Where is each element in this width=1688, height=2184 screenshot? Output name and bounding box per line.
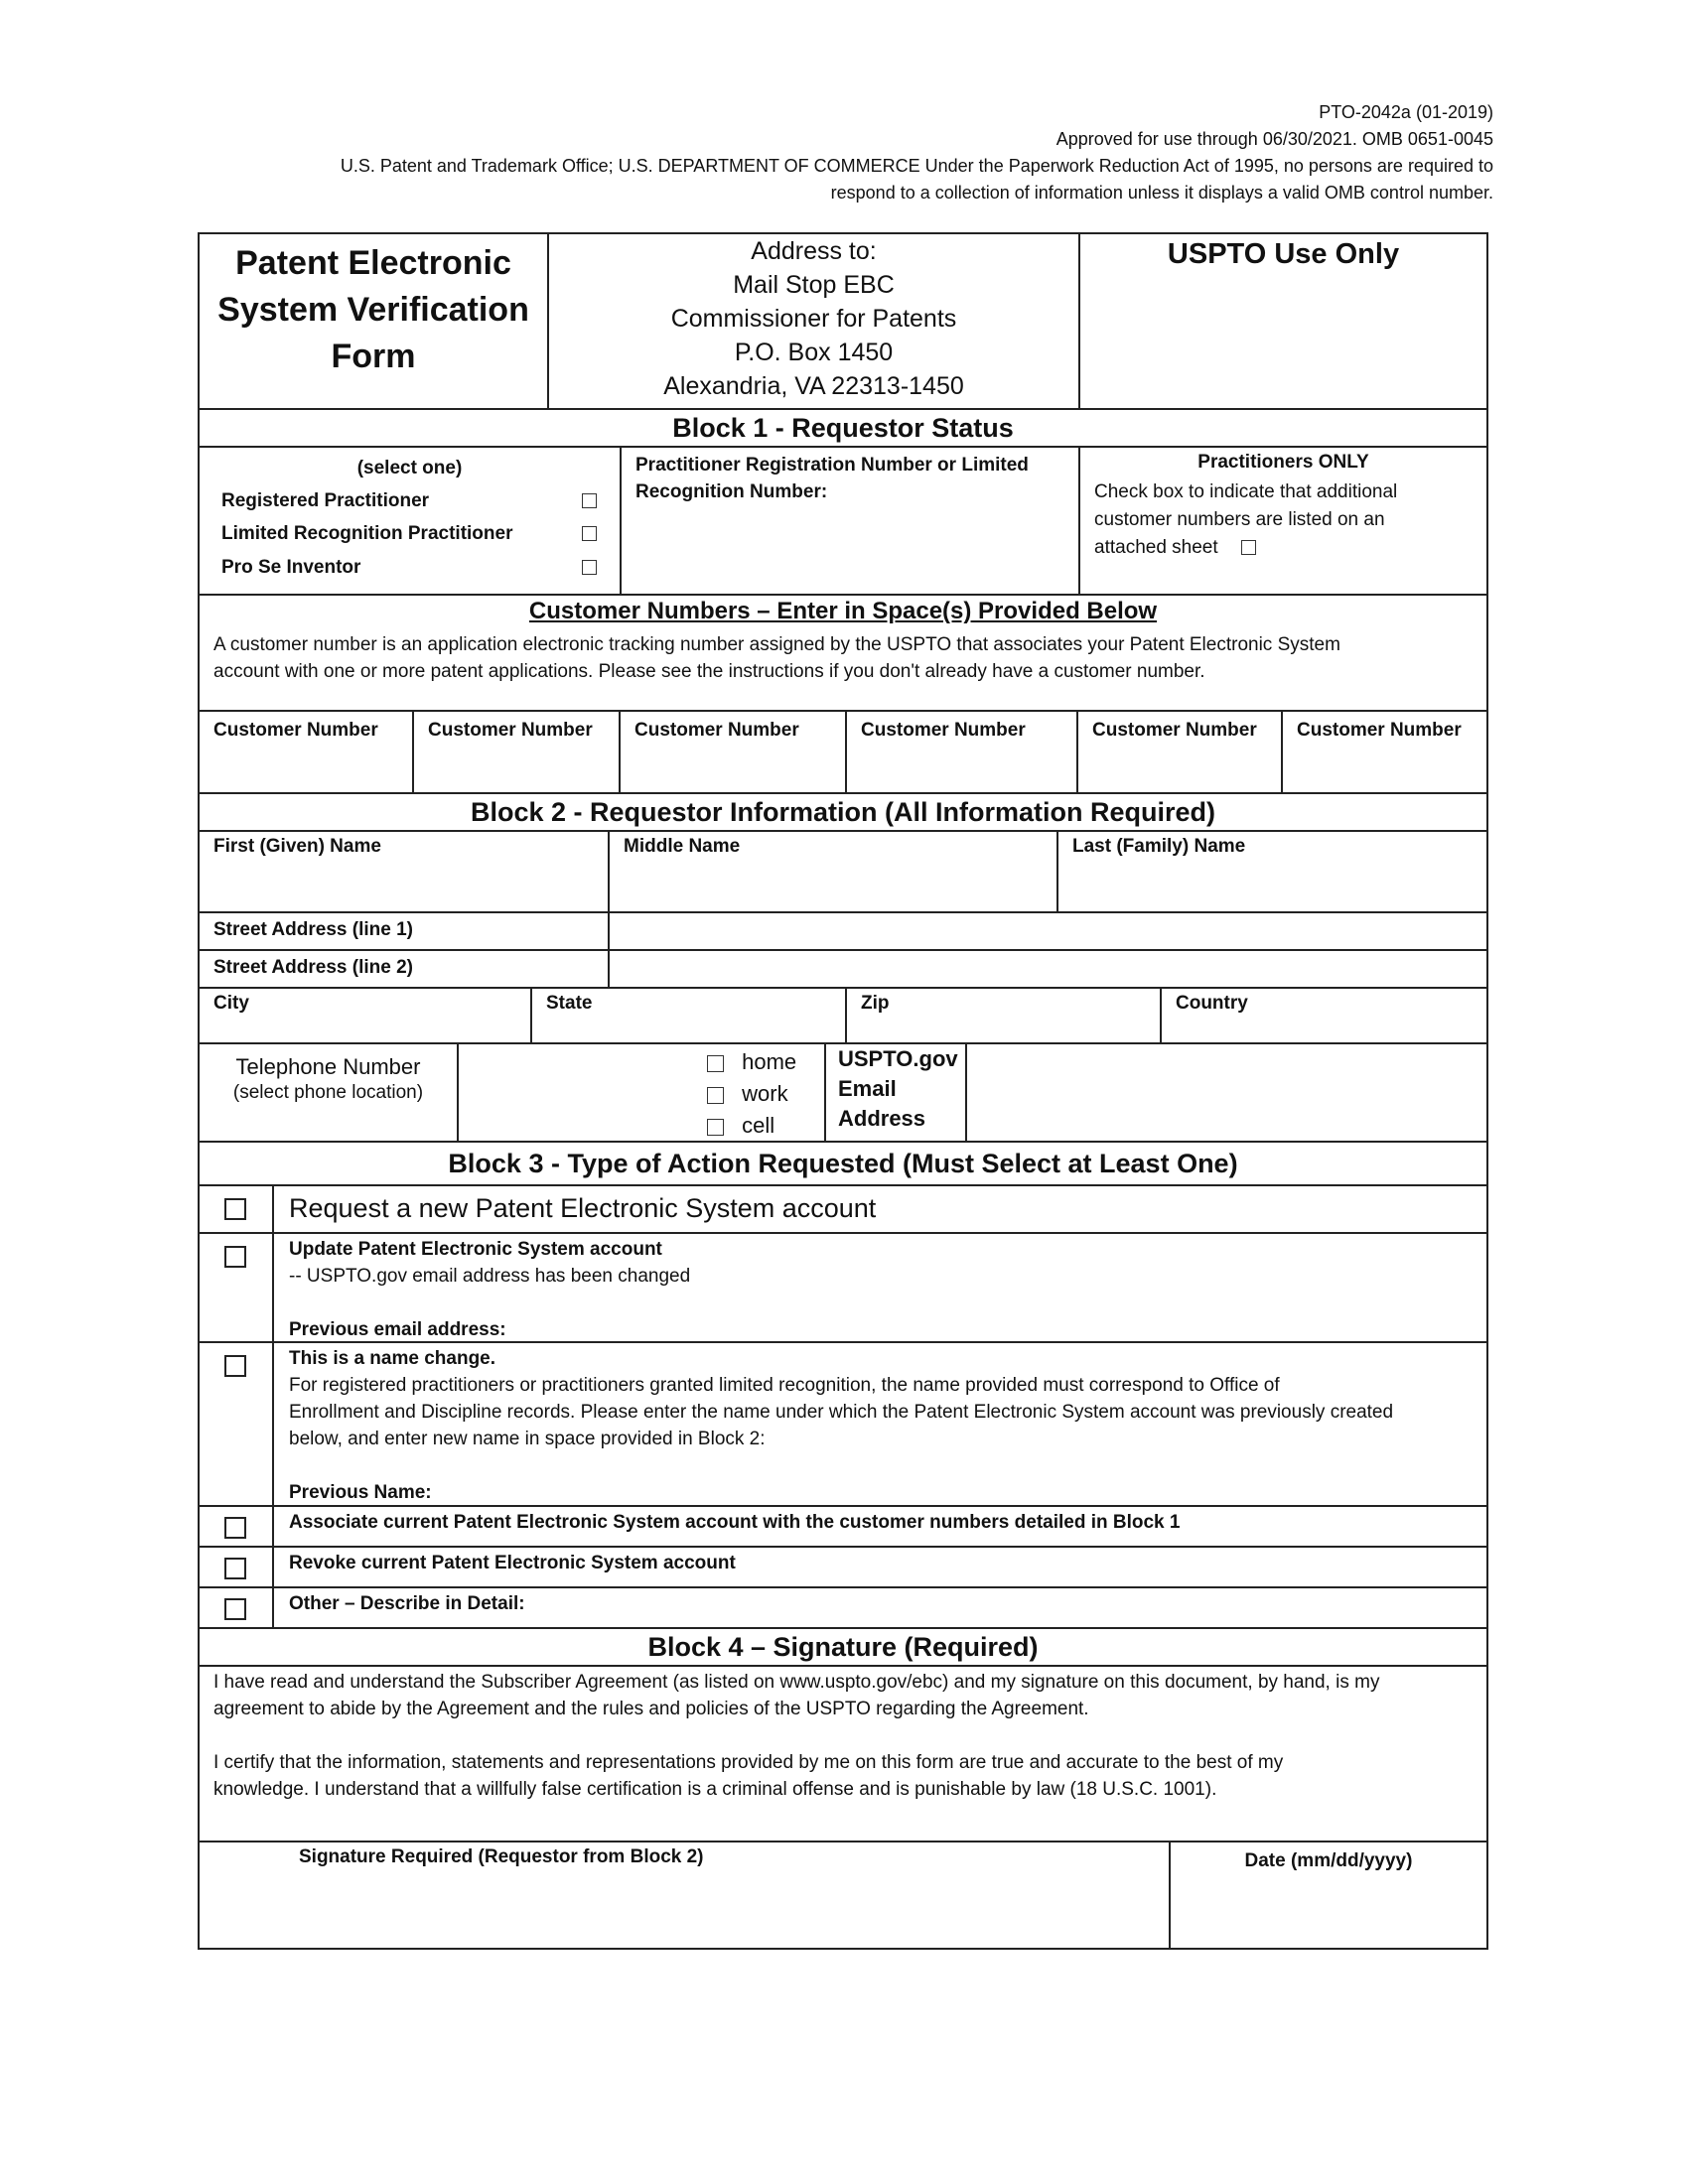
additional-customer-numbers-checkbox[interactable] [1241, 540, 1256, 555]
action-new-checkbox[interactable] [224, 1198, 246, 1220]
street1-input[interactable] [610, 913, 1486, 949]
customer-numbers-info [200, 596, 1486, 712]
uspto-use-cell [1080, 234, 1486, 408]
agreement-para1-line2: agreement to abide by the Agreement and the rules and policies of the USPTO regarding the Agreement. [213, 1699, 1089, 1719]
action-new-label: Request a new Patent Electronic System account [289, 1193, 877, 1223]
customer-number-field-2[interactable] [414, 712, 621, 792]
email-label-3: Address [838, 1106, 926, 1131]
customer-number-field-6[interactable] [1283, 712, 1486, 792]
address-line3: P.O. Box 1450 [734, 339, 894, 366]
city-state-row [200, 989, 1486, 1044]
telephone-label-cell [200, 1044, 459, 1141]
phone-home-checkbox[interactable] [707, 1055, 724, 1072]
customer-number-field-3[interactable] [621, 712, 847, 792]
phone-cell-label: cell [742, 1113, 775, 1138]
previous-email-label: Previous email address: [289, 1319, 506, 1340]
date-field[interactable] [1171, 1843, 1486, 1948]
form-title-line3: Form [331, 338, 416, 375]
street2-label-cell [200, 951, 610, 987]
middle-name-label: Middle Name [624, 836, 741, 857]
signature-label: Signature Required (Requestor from Block 2) [299, 1846, 704, 1867]
customer-number-field-1[interactable] [200, 712, 414, 792]
first-name-field[interactable] [200, 832, 610, 911]
option-prose-label: Pro Se Inventor [221, 557, 361, 578]
select-one-label: (select one) [356, 458, 463, 478]
action-name-change-row [200, 1343, 1486, 1507]
action-revoke-row [200, 1548, 1486, 1588]
form-title-line1: Patent Electronic [235, 244, 511, 282]
title-row [200, 234, 1486, 410]
middle-name-field[interactable] [610, 832, 1058, 911]
approval-line: Approved for use through 06/30/2021. OMB 0651-0045 [1055, 129, 1493, 149]
address-line4: Alexandria, VA 22313-1450 [663, 372, 964, 400]
agreement-para2-line1: I certify that the information, statements and representations provided by me on this form are true and accurate to the best of my [213, 1752, 1284, 1773]
customer-numbers-desc-1: A customer number is an application electronic tracking number assigned by the USPTO that associates your Patent Electronic System [213, 634, 1340, 655]
last-name-label: Last (Family) Name [1072, 836, 1246, 857]
email-label-1: USPTO.gov [838, 1046, 958, 1071]
email-label-2: Email [838, 1076, 897, 1101]
zip-field[interactable] [847, 989, 1162, 1042]
block2-heading: Block 2 - Requestor Information (All Information Required) [200, 794, 1486, 832]
action-name-desc-3: below, and enter new name in space provided in Block 2: [289, 1429, 766, 1449]
street-line2-row [200, 951, 1486, 989]
telephone-input[interactable] [459, 1044, 826, 1141]
last-name-field[interactable] [1058, 832, 1486, 911]
street1-label: Street Address (line 1) [213, 919, 413, 940]
address-heading: Address to: [751, 237, 877, 265]
mailing-address-cell [549, 234, 1080, 408]
action-other-row [200, 1588, 1486, 1629]
city-label: City [213, 993, 249, 1014]
address-line1: Mail Stop EBC [733, 271, 895, 299]
first-name-label: First (Given) Name [213, 836, 381, 857]
action-associate-row [200, 1507, 1486, 1548]
street1-label-cell [200, 913, 610, 949]
option-limited-label: Limited Recognition Practitioner [221, 523, 513, 544]
action-name-label: This is a name change. [289, 1348, 496, 1369]
state-field[interactable] [532, 989, 847, 1042]
action-name-desc-1: For registered practitioners or practitioners granted limited recognition, the name provided must correspond to Office of [289, 1375, 1280, 1396]
form-title-line2: System Verification [217, 291, 529, 329]
customer-number-label: Customer Number [634, 720, 799, 741]
phone-home-label: home [742, 1049, 797, 1074]
customer-number-label: Customer Number [861, 720, 1026, 741]
action-associate-checkbox[interactable] [224, 1517, 246, 1539]
reg-number-label-1: Practitioner Registration Number or Limited [635, 455, 1029, 476]
signature-row [200, 1843, 1486, 1948]
signature-field[interactable] [200, 1843, 1171, 1948]
email-label-cell [826, 1044, 967, 1141]
telephone-label: Telephone Number [235, 1054, 421, 1079]
customer-number-field-5[interactable] [1078, 712, 1283, 792]
agency-line: U.S. Patent and Trademark Office; U.S. DEPARTMENT OF COMMERCE Under the Paperwork Reduction Act of 1995, no persons are required to [340, 156, 1493, 176]
practitioners-text-1: Check box to indicate that additional [1094, 481, 1398, 502]
country-label: Country [1176, 993, 1248, 1014]
phone-email-row [200, 1044, 1486, 1143]
registration-number-cell[interactable] [622, 448, 1080, 594]
action-update-checkbox[interactable] [224, 1246, 246, 1268]
block3-heading: Block 3 - Type of Action Requested (Must Select at Least One) [200, 1143, 1486, 1186]
action-new-account-row [200, 1186, 1486, 1234]
agreement-para2-line2: knowledge. I understand that a willfully false certification is a criminal offense and is punishable by law (18 U.S.C. 1001). [213, 1779, 1217, 1800]
customer-number-label: Customer Number [1297, 720, 1462, 741]
uspto-use-only: USPTO Use Only [1167, 238, 1400, 270]
street-line1-row [200, 913, 1486, 951]
action-name-change-checkbox[interactable] [224, 1355, 246, 1377]
agency-line-2: respond to a collection of information unless it displays a valid OMB control number. [830, 183, 1493, 203]
agreement-para1-line1: I have read and understand the Subscriber Agreement (as listed on www.uspto.gov/ebc) and my signature on this document, by hand, is my [213, 1672, 1380, 1693]
verification-form [198, 232, 1488, 1950]
customer-numbers-heading: Customer Numbers – Enter in Space(s) Provided Below [528, 598, 1158, 624]
block4-heading: Block 4 – Signature (Required) [200, 1629, 1486, 1667]
street2-input[interactable] [610, 951, 1486, 987]
telephone-sublabel: (select phone location) [232, 1082, 424, 1103]
block1-heading: Block 1 - Requestor Status [200, 410, 1486, 448]
limited-recognition-checkbox[interactable] [582, 526, 597, 541]
phone-work-checkbox[interactable] [707, 1087, 724, 1104]
practitioners-only-cell [1080, 448, 1486, 594]
zip-label: Zip [861, 993, 890, 1014]
block4-agreement [200, 1667, 1486, 1843]
block1-row [200, 448, 1486, 596]
customer-number-field-4[interactable] [847, 712, 1078, 792]
option-registered-label: Registered Practitioner [221, 490, 430, 511]
previous-name-label: Previous Name: [289, 1482, 432, 1503]
action-associate-label: Associate current Patent Electronic System account with the customer numbers detailed in Block 1 [289, 1512, 1181, 1533]
action-revoke-checkbox[interactable] [224, 1558, 246, 1579]
date-label: Date (mm/dd/yyyy) [1244, 1850, 1413, 1871]
registered-practitioner-checkbox[interactable] [582, 493, 597, 508]
pro-se-inventor-checkbox[interactable] [582, 560, 597, 575]
action-other-checkbox[interactable] [224, 1598, 246, 1620]
customer-number-label: Customer Number [1092, 720, 1257, 741]
action-update-label: Update Patent Electronic System account [289, 1239, 662, 1260]
action-revoke-label: Revoke current Patent Electronic System account [289, 1553, 736, 1573]
customer-numbers-row [200, 712, 1486, 794]
street2-label: Street Address (line 2) [213, 957, 413, 978]
customer-number-label: Customer Number [428, 720, 593, 741]
state-label: State [546, 993, 593, 1014]
email-input[interactable] [967, 1044, 1486, 1141]
practitioners-text-2: customer numbers are listed on an [1094, 509, 1385, 530]
phone-work-label: work [742, 1081, 788, 1106]
reg-number-label-2: Recognition Number: [635, 481, 828, 502]
action-other-label: Other – Describe in Detail: [289, 1593, 525, 1614]
city-field[interactable] [200, 989, 532, 1042]
action-update-sub: -- USPTO.gov email address has been changed [289, 1266, 691, 1287]
action-name-desc-2: Enrollment and Discipline records. Please enter the name under which the Patent Electronic System account was previously created [289, 1402, 1394, 1423]
practitioners-text-3: attached sheet [1094, 537, 1218, 558]
name-row [200, 832, 1486, 913]
practitioners-only-heading: Practitioners ONLY [1197, 452, 1369, 473]
address-line2: Commissioner for Patents [670, 305, 957, 333]
action-update-row [200, 1234, 1486, 1343]
form-title-cell [200, 234, 549, 408]
requestor-status-cell [200, 448, 622, 594]
customer-number-label: Customer Number [213, 720, 378, 741]
form-number: PTO-2042a (01-2019) [1319, 102, 1493, 122]
customer-numbers-desc-2: account with one or more patent applications. Please see the instructions if you don't already have a customer number. [213, 661, 1205, 682]
country-field[interactable] [1162, 989, 1486, 1042]
phone-cell-checkbox[interactable] [707, 1119, 724, 1136]
